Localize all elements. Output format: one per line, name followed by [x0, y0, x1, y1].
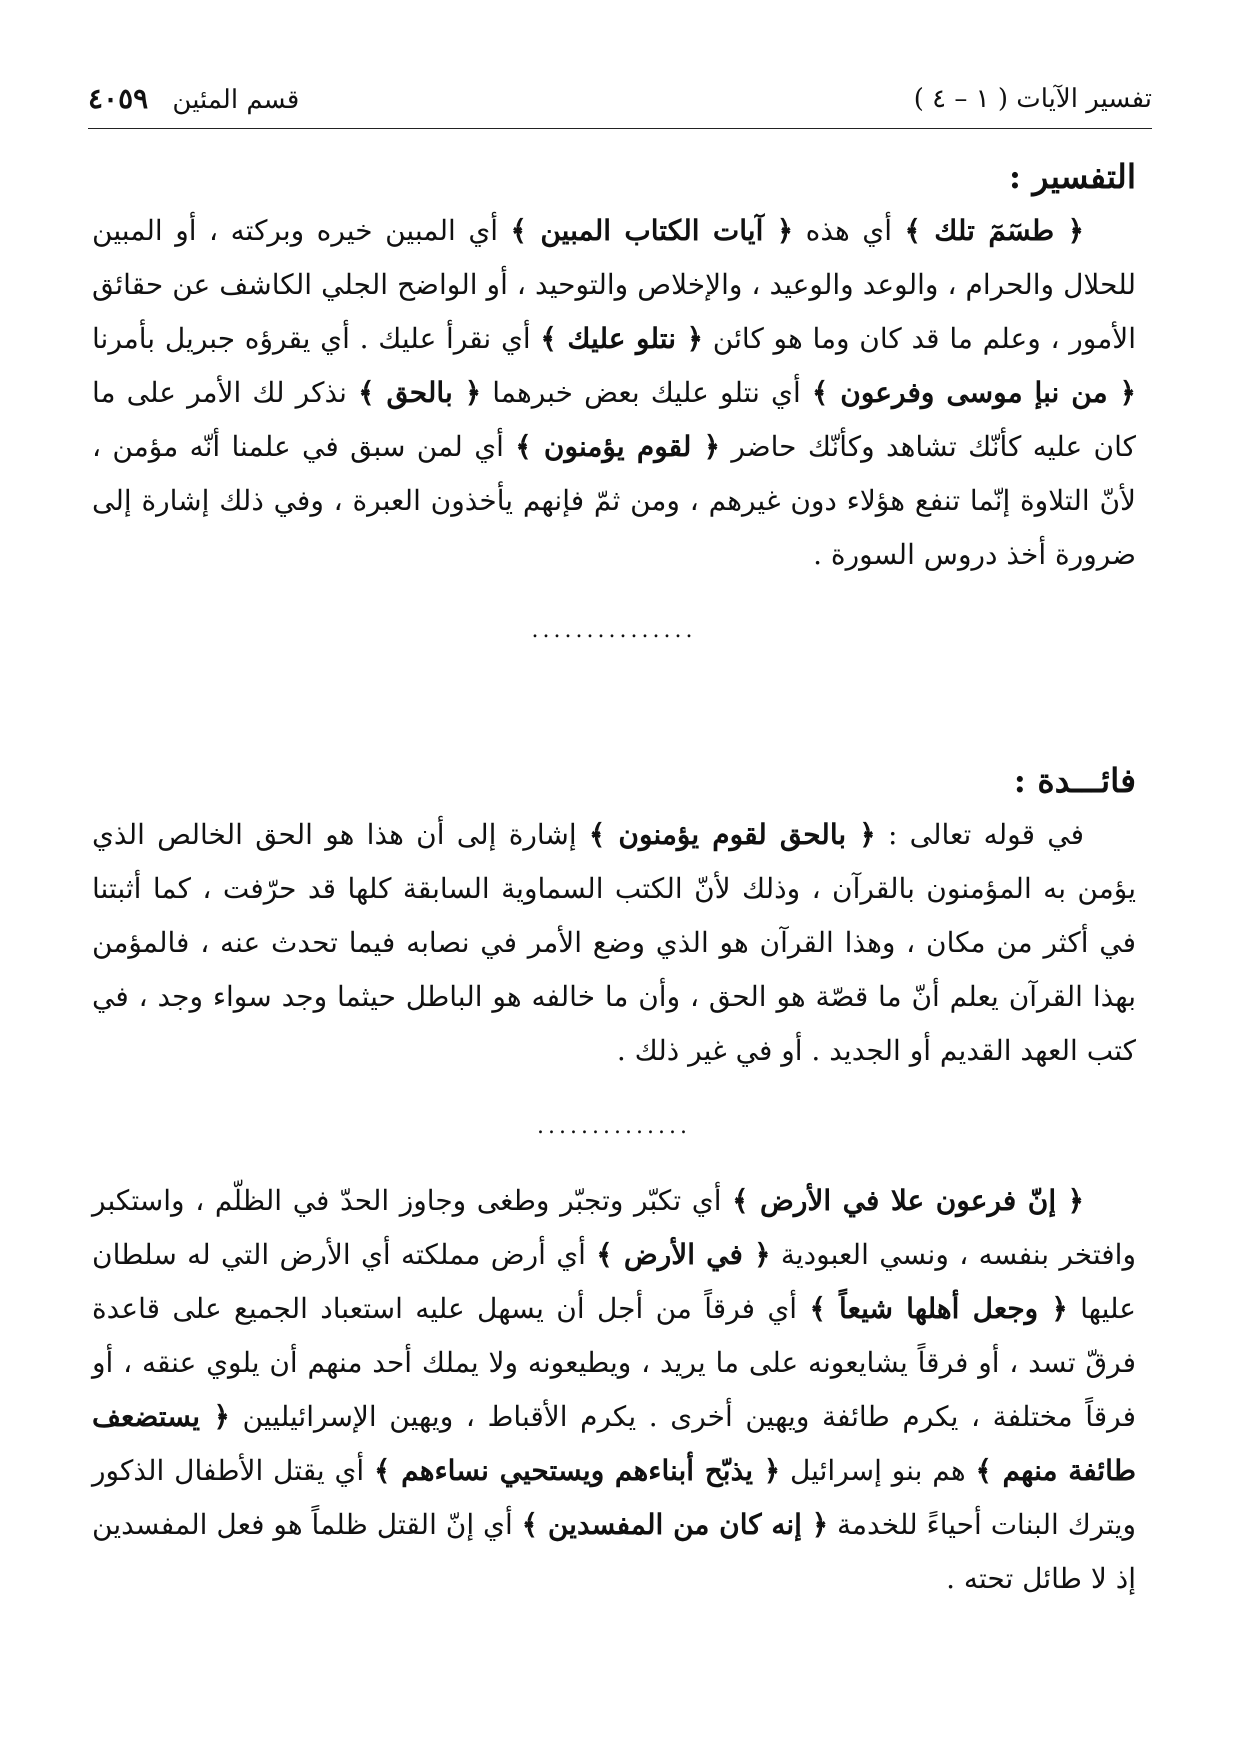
commentary-text: أي لمن سبق في علمنا أنّه مؤمن ، لأنّ التلاوة إنّما تنفع هؤلاء دون غيرهم ، ومن ثمّ فإنهم يأخذون العبرة ، وفي ذلك إشارة إلى ضرورة أخذ دروس السورة .	[92, 430, 1136, 571]
verse-quote: ﴿ نتلو عليك ﴾	[540, 322, 704, 355]
verse-quote: ﴿ من نبإ موسى وفرعون ﴾	[811, 376, 1136, 409]
commentary-text: أي إنّ القتل ظلماً هو فعل المفسدين إذ لا طائل تحته .	[92, 1508, 1136, 1595]
verse-quote: ﴿ بالحق ﴾	[358, 376, 482, 409]
tafsir-paragraph	[92, 204, 1136, 582]
commentary-text: أي أرض مملكته أي الأرض التي له سلطان عليها	[92, 1238, 1136, 1325]
section-title-tafsir: التفسير :	[1008, 157, 1136, 196]
commentary-text: هم بنو إسرائيل	[780, 1454, 976, 1487]
running-header	[88, 78, 1152, 129]
page-number: ٤٠٥٩	[88, 82, 149, 115]
commentary-text: أي هذه	[793, 214, 905, 247]
commentary-text: في قوله تعالى :	[875, 818, 1084, 851]
commentary-text: أي المبين خيره وبركته ، أو المبين للحلال والحرام ، والوعد والوعيد ، والإخلاص والتوحيد ، أو الواضح الجلي الكاشف عن حقائق الأمور ، وعلم ما قد كان وما هو كائن	[92, 214, 1137, 355]
faida-paragraph	[92, 808, 1136, 1078]
tafsir-paragraph-2	[92, 1174, 1136, 1606]
header-part-name: قسم المئين	[172, 85, 300, 115]
commentary-text: أي يقتل الأطفال الذكور ويترك البنات أحياءً للخدمة	[92, 1454, 1137, 1541]
verse-quote: ﴿ وجعل أهلها شيعاً ﴾	[809, 1292, 1068, 1325]
commentary-text: أي فرقاً من أجل أن يسهل عليه استعباد الجميع على قاعدة فرقّ تسد ، أو فرقاً يشايعونه على ما يريد ، ويطيعونه ولا يملك أحد منهم أن يلوي عنقه ، أو فرقاً مختلفة ، يكرم طائفة ويهين أخرى . يكرم الأقباط ، ويهين الإسرائيليين	[92, 1292, 1137, 1433]
verse-quote: ﴿ إنه كان من المفسدين ﴾	[521, 1508, 829, 1541]
verse-quote: ﴿ طسٓمٓ تلك ﴾	[904, 214, 1084, 247]
verse-quote: ﴿ يستضعف طائفة منهم ﴾	[92, 1400, 1136, 1487]
verse-quote: ﴿ بالحق لقوم يؤمنون ﴾	[588, 818, 876, 851]
verse-quote: ﴿ لقوم يؤمنون ﴾	[515, 430, 720, 463]
header-section-title: تفسير الآيات ( ١ – ٤ )	[913, 84, 1152, 114]
commentary-text: أي نقرأ عليك . أي يقرؤه جبريل بأمرنا	[92, 322, 541, 355]
verse-quote: ﴿ إنّ فرعون علا في الأرض ﴾	[732, 1184, 1085, 1217]
commentary-text: أي تكبّر وتجبّر وطغى وجاوز الحدّ في الظلّم ، واستكبر وافتخر بنفسه ، ونسي العبودية	[92, 1184, 1136, 1271]
section-separator: ...............	[531, 618, 697, 643]
verse-quote: ﴿ يذبّح أبناءهم ويستحيي نساءهم ﴾	[374, 1454, 781, 1487]
section-title-faida: فائـــدة :	[1013, 761, 1136, 800]
header-part-and-page	[88, 82, 299, 115]
commentary-text: نذكر لك الأمر على ما كان عليه كأنّك تشاهد وكأنّك حاضر	[92, 376, 1136, 463]
verse-quote: ﴿ آيات الكتاب المبين ﴾	[510, 214, 794, 247]
page-body	[92, 150, 1136, 1606]
verse-quote: ﴿ في الأرض ﴾	[596, 1238, 771, 1271]
commentary-text: أي نتلو عليك بعض خبرهما	[481, 376, 812, 409]
section-separator: ..............	[537, 1114, 691, 1139]
commentary-text: إشارة إلى أن هذا هو الحق الخالص الذي يؤمن به المؤمنون بالقرآن ، وذلك لأنّ الكتب السماوية السابقة كلها قد حرّفت ، كما أثبتنا في أكثر من مكان ، وهذا القرآن هو الذي وضع الأمر في نصابه فيما تحدث عنه ، فالمؤمن بهذا القرآن يعلم أنّ ما قصّة هو الحق ، وأن ما خالفه هو الباطل حيثما وجد سواء وجد ، في كتب العهد القديم أو الجديد . أو في غير ذلك .	[92, 818, 1136, 1067]
